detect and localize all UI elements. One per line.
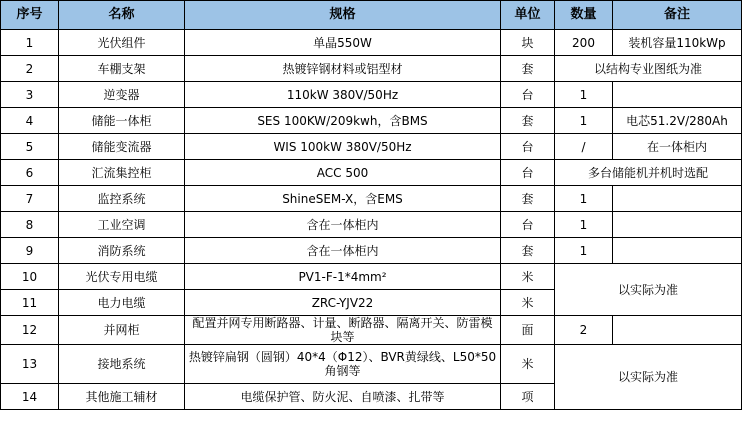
cell-unit: 套 [501,238,555,264]
cell-qty: 1 [555,212,613,238]
cell-unit: 台 [501,134,555,160]
cell-note [613,238,742,264]
cell-no: 8 [1,212,59,238]
cell-no: 3 [1,82,59,108]
cell-spec: PV1-F-1*4mm² [185,264,501,290]
cell-note-merged: 以实际为准 [555,264,742,316]
table-row [1,56,742,82]
header-no: 序号 [1,1,59,30]
cell-note [613,212,742,238]
cell-note [613,82,742,108]
cell-spec: 电缆保护管、防火泥、自喷漆、扎带等 [185,384,501,410]
header-name: 名称 [59,1,185,30]
cell-name: 电力电缆 [59,290,185,316]
cell-spec: 热镀锌钢材料或铝型材 [185,56,501,82]
cell-no: 7 [1,186,59,212]
table-row [1,345,742,384]
cell-spec: ACC 500 [185,160,501,186]
table-row [1,108,742,134]
cell-no: 14 [1,384,59,410]
table-row [1,186,742,212]
cell-unit: 米 [501,264,555,290]
cell-no: 6 [1,160,59,186]
cell-name: 消防系统 [59,238,185,264]
header-row [1,1,742,30]
cell-name: 监控系统 [59,186,185,212]
cell-note: 电芯51.2V/280Ah [613,108,742,134]
cell-name: 光伏专用电缆 [59,264,185,290]
header-note: 备注 [613,1,742,30]
cell-unit: 项 [501,384,555,410]
cell-name: 光伏组件 [59,30,185,56]
cell-name: 并网柜 [59,316,185,345]
cell-no: 5 [1,134,59,160]
cell-spec: WIS 100kW 380V/50Hz [185,134,501,160]
cell-unit: 套 [501,108,555,134]
cell-name: 汇流集控柜 [59,160,185,186]
cell-unit: 米 [501,345,555,384]
cell-unit: 米 [501,290,555,316]
cell-unit: 套 [501,56,555,82]
cell-name: 储能一体柜 [59,108,185,134]
cell-note-merged: 多台储能机并机时选配 [555,160,742,186]
cell-spec: 含在一体柜内 [185,238,501,264]
header-qty: 数量 [555,1,613,30]
cell-note: 装机容量110kWp [613,30,742,56]
table-row [1,134,742,160]
cell-spec: 含在一体柜内 [185,212,501,238]
cell-no: 2 [1,56,59,82]
cell-spec: 110kW 380V/50Hz [185,82,501,108]
cell-no: 11 [1,290,59,316]
table-row [1,238,742,264]
cell-spec: 单晶550W [185,30,501,56]
cell-qty: 1 [555,108,613,134]
cell-unit: 台 [501,160,555,186]
cell-spec: 配置并网专用断路器、计量、断路器、隔离开关、防雷模块等 [185,316,501,345]
cell-note [613,186,742,212]
cell-qty: 1 [555,238,613,264]
cell-qty: 200 [555,30,613,56]
cell-unit: 套 [501,186,555,212]
cell-no: 12 [1,316,59,345]
cell-qty: / [555,134,613,160]
cell-spec: SES 100KW/209kwh，含BMS [185,108,501,134]
header-unit: 单位 [501,1,555,30]
cell-name: 车棚支架 [59,56,185,82]
header-spec: 规格 [185,1,501,30]
cell-name: 逆变器 [59,82,185,108]
cell-no: 4 [1,108,59,134]
cell-name: 工业空调 [59,212,185,238]
cell-qty: 1 [555,186,613,212]
cell-spec: 热镀锌扁钢（圆钢）40*4（Φ12）、BVR黄绿线、L50*50角钢等 [185,345,501,384]
cell-unit: 台 [501,82,555,108]
table-row [1,82,742,108]
cell-spec: ZRC-YJV22 [185,290,501,316]
cell-note: 在一体柜内 [613,134,742,160]
table-row [1,316,742,345]
cell-qty: 1 [555,82,613,108]
table-row [1,264,742,290]
cell-spec: ShineSEM-X，含EMS [185,186,501,212]
cell-unit: 台 [501,212,555,238]
cell-name: 储能变流器 [59,134,185,160]
cell-note-merged: 以结构专业图纸为准 [555,56,742,82]
cell-note [613,316,742,345]
cell-name: 接地系统 [59,345,185,384]
cell-no: 9 [1,238,59,264]
table-row [1,160,742,186]
cell-name: 其他施工辅材 [59,384,185,410]
cell-no: 13 [1,345,59,384]
cell-note-merged: 以实际为准 [555,345,742,410]
cell-no: 1 [1,30,59,56]
cell-qty: 2 [555,316,613,345]
cell-unit: 面 [501,316,555,345]
cell-unit: 块 [501,30,555,56]
table-row [1,30,742,56]
cell-no: 10 [1,264,59,290]
table-row [1,212,742,238]
